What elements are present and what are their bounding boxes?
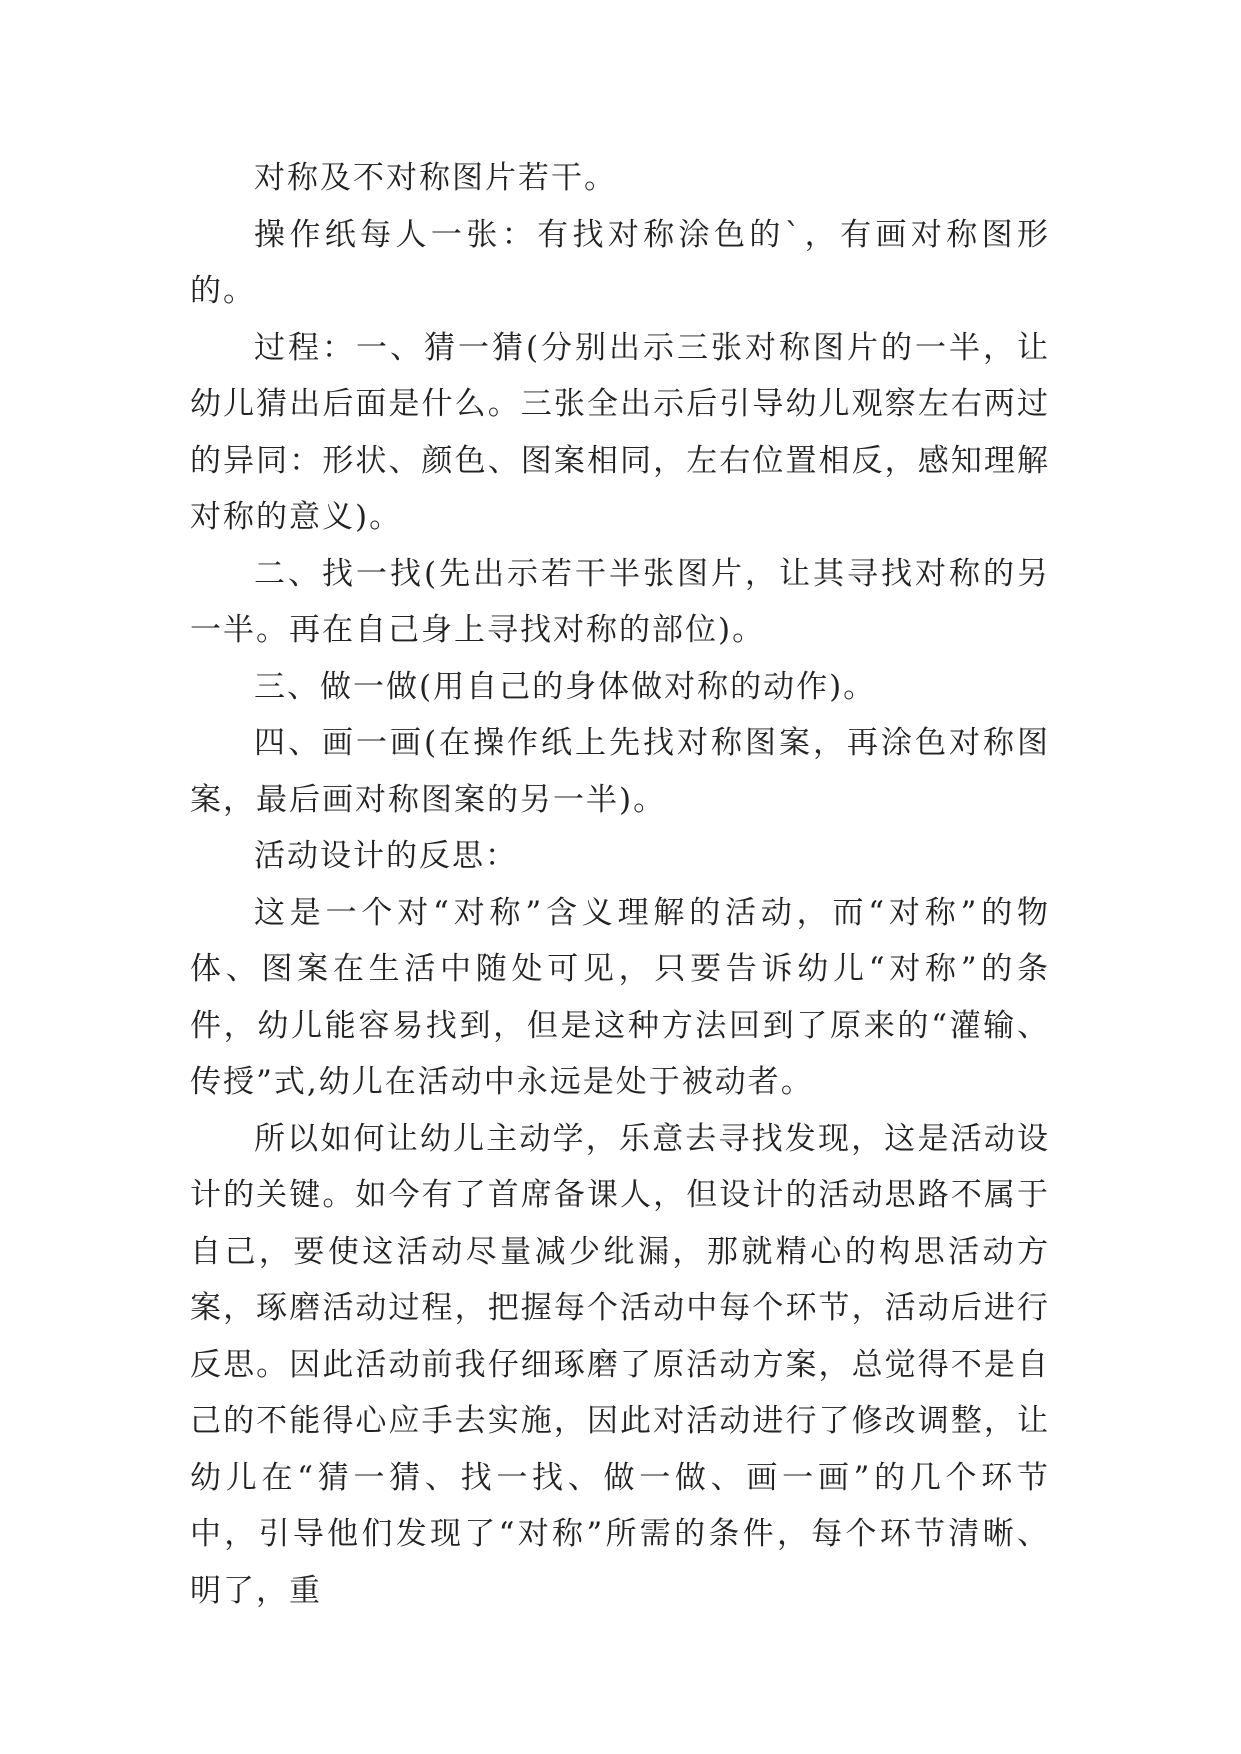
paragraph-find: 二、找一找(先出示若干半张图片，让其寻找对称的另一半。再在自己身上寻找对称的部位)。 [190,555,1050,648]
paragraph-do: 三、做一做(用自己的身体做对称的动作)。 [254,668,877,705]
paragraph-process-guess: 过程：一、猜一猜(分别出示三张对称图片的一半，让幼儿猜出后面是什么。三张全出示后引导幼儿观察左右两过的异同：形状、颜色、图案相同，左右位置相反，感知理解对称的意义)。 [190,329,1050,535]
paragraph-materials: 对称及不对称图片若干。 [254,160,617,196]
paragraph-worksheet: 操作纸每人一张：有找对称涂色的`，有画对称图形的。 [190,216,1050,309]
section-heading-reflection: 活动设计的反思： [254,838,518,874]
paragraph-draw: 四、画一画(在操作纸上先找对称图案，再涂色对称图案，最后画对称图案的另一半)。 [190,725,1050,818]
paragraph-reflection-1: 这是一个对“对称”含义理解的活动，而“对称”的物体、图案在生活中随处可见，只要告诉幼儿“对称”的条件，幼儿能容易找到，但是这种方法回到了原来的“灌输、传授”式,幼儿在活动中永远是处于被动者。 [190,894,1050,1100]
document-body [190,150,1050,1619]
paragraph-reflection-2: 所以如何让幼儿主动学，乐意去寻找发现，这是活动设计的关键。如今有了首席备课人，但设计的活动思路不属于自己，要使这活动尽量减少纰漏，那就精心的构思活动方案，琢磨活动过程，把握每个活动中每个环节，活动后进行反思。因此活动前我仔细琢磨了原活动方案，总觉得不是自己的不能得心应手去实施，因此对活动进行了修改调整，让幼儿在“猜一猜、找一找、做一做、画一画”的几个环节中，引导他们发现了“对称”所需的条件，每个环节清晰、明了，重 [190,1120,1050,1609]
